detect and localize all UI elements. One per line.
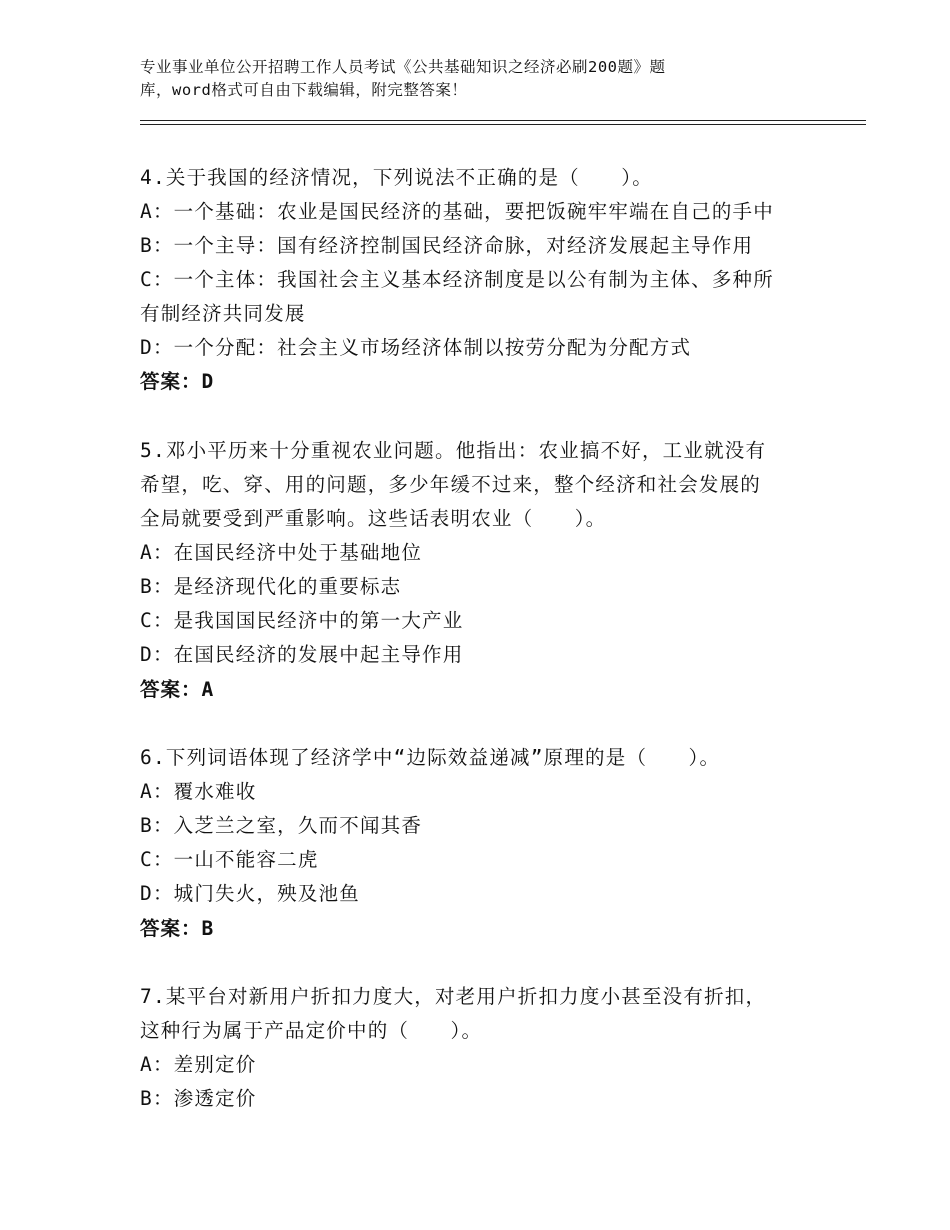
q4-option-b: B：一个主导：国有经济控制国民经济命脉，对经济发展起主导作用 [140,234,754,257]
q4-option-a: A：一个基础：农业是国民经济的基础，要把饭碗牢牢端在自己的手中 [140,200,774,223]
q4-option-d: D：一个分配：社会主义市场经济体制以按劳分配为分配方式 [140,336,692,359]
q7-option-a: A：差别定价 [140,1053,257,1076]
q5-stem-line-2: 希望，吃、穿、用的问题，多少年缓不过来，整个经济和社会发展的 [140,473,762,496]
q6-option-c: C：一山不能容二虎 [140,848,319,871]
q4-option-c-line-2: 有制经济共同发展 [140,302,306,325]
q7-stem-line-2: 这种行为属于产品定价中的（ ）。 [140,1019,483,1042]
q5-answer: 答案：A [140,678,215,701]
q5-option-a: A：在国民经济中处于基础地位 [140,541,423,564]
q5-option-b: B：是经济现代化的重要标志 [140,575,402,598]
q5-stem-line-3: 全局就要受到严重影响。这些话表明农业（ ）。 [140,507,607,530]
q4-answer: 答案：D [140,370,215,393]
q6-stem-line-1: 6.下列词语体现了经济学中“边际效益递减”原理的是（ ）。 [140,746,721,769]
q6-answer: 答案：B [140,917,215,940]
q4-stem-line-1: 4.关于我国的经济情况，下列说法不正确的是（ ）。 [140,166,653,189]
q5-stem-line-1: 5.邓小平历来十分重视农业问题。他指出：农业搞不好，工业就没有 [140,439,767,462]
q6-option-b: B：入芝兰之室，久而不闻其香 [140,814,423,837]
q5-option-c: C：是我国国民经济中的第一大产业 [140,609,464,632]
q7-option-b: B：渗透定价 [140,1087,257,1110]
q5-option-d: D：在国民经济的发展中起主导作用 [140,643,464,666]
header-divider [140,120,866,125]
header-line-2: 库，word格式可自由下载编辑，附完整答案！ [140,81,468,99]
q6-option-a: A：覆水难收 [140,780,257,803]
q7-stem-line-1: 7.某平台对新用户折扣力度大，对老用户折扣力度小甚至没有折扣， [140,985,767,1008]
q4-option-c-line-1: C：一个主体：我国社会主义基本经济制度是以公有制为主体、多种所 [140,268,774,291]
header-line-1: 专业事业单位公开招聘工作人员考试《公共基础知识之经济必刷200题》题 [140,58,666,76]
q6-option-d: D：城门失火，殃及池鱼 [140,882,360,905]
document-header [140,56,780,102]
